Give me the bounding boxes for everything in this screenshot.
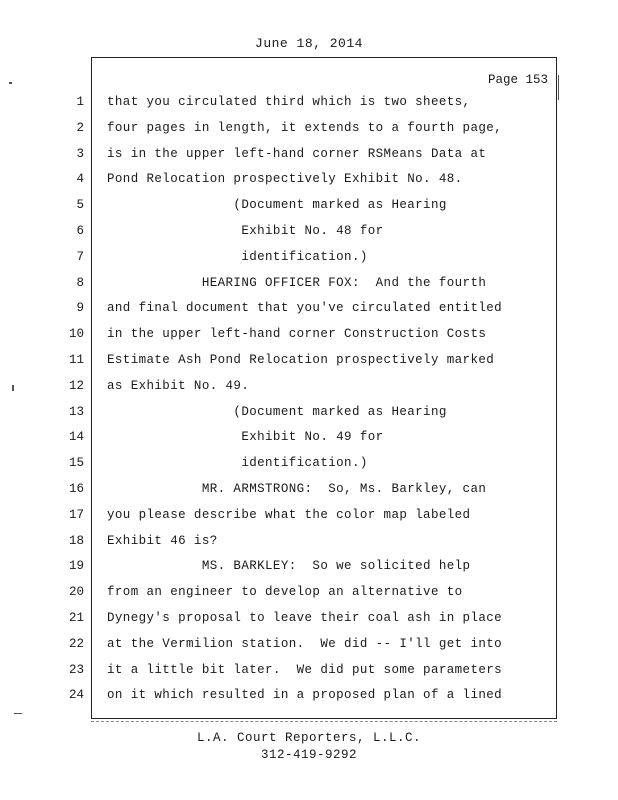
- line-number: 13: [68, 404, 84, 419]
- transcript-line: MS. BARKLEY: So we solicited help: [107, 559, 471, 574]
- footer: [0, 730, 618, 764]
- transcript-line: at the Vermilion station. We did -- I'll get into: [107, 636, 503, 651]
- transcript-date: June 18, 2014: [255, 36, 363, 51]
- transcript-line: Pond Relocation prospectively Exhibit No. 48.: [107, 172, 463, 187]
- line-number: 7: [76, 249, 84, 264]
- line-number: 14: [68, 430, 84, 445]
- line-number: 8: [76, 275, 84, 290]
- transcript-line: Dynegy's proposal to leave their coal ash in place: [107, 611, 503, 625]
- line-number: 10: [68, 327, 84, 342]
- transcript-line: MR. ARMSTRONG: So, Ms. Barkley, can: [107, 482, 487, 496]
- line-number: 11: [68, 353, 84, 367]
- line-number: 1: [76, 95, 84, 109]
- line-number: 24: [68, 688, 84, 703]
- transcript-line: from an engineer to develop an alternative to: [107, 585, 463, 600]
- transcript-line: identification.): [107, 456, 368, 471]
- line-number: 20: [68, 585, 84, 600]
- scan-speck: [9, 82, 12, 84]
- line-number: 15: [68, 456, 84, 471]
- transcript-line: Exhibit 46 is?: [107, 533, 218, 548]
- line-number: 23: [68, 662, 84, 677]
- transcript-line: it a little bit later. We did put some parameters: [107, 662, 503, 677]
- transcript-line: on it which resulted in a proposed plan of a lined: [107, 688, 503, 703]
- line-number: 4: [76, 172, 84, 187]
- transcript-line: that you circulated third which is two sheets,: [107, 95, 471, 109]
- line-number: 9: [76, 301, 84, 316]
- footer-company: L.A. Court Reporters, L.L.C.: [196, 731, 422, 745]
- transcript-line: Exhibit No. 48 for: [107, 224, 384, 238]
- transcript-line: is in the upper left-hand corner RSMeans Data at: [107, 146, 487, 161]
- transcript-line: (Document marked as Hearing: [107, 404, 447, 419]
- transcript-line: identification.): [107, 249, 368, 264]
- footer-phone: 312-419-9292: [260, 748, 357, 762]
- scan-speck: [14, 713, 22, 714]
- line-number: 12: [68, 378, 84, 393]
- line-number: 19: [68, 559, 84, 574]
- line-number: 3: [76, 146, 84, 161]
- line-number: 21: [68, 611, 84, 625]
- transcript-line: as Exhibit No. 49.: [107, 378, 250, 393]
- transcript-line: HEARING OFFICER FOX: And the fourth: [107, 275, 487, 290]
- scan-speck: [558, 75, 559, 100]
- line-number: 6: [76, 224, 84, 238]
- line-number: 18: [68, 533, 84, 548]
- transcript-line: (Document marked as Hearing: [107, 198, 447, 213]
- transcript-line: four pages in length, it extends to a fourth page,: [107, 120, 503, 135]
- transcript-line: Estimate Ash Pond Relocation prospectively marked: [107, 353, 495, 367]
- line-number: 22: [68, 636, 84, 651]
- line-number: 5: [76, 198, 84, 213]
- transcript-line: in the upper left-hand corner Construction Costs: [107, 327, 487, 342]
- page-number: Page 153: [487, 73, 548, 87]
- line-number: 16: [68, 482, 84, 496]
- page-bottom-rule: [91, 721, 557, 722]
- line-number: 2: [76, 120, 84, 135]
- transcript-line: you please describe what the color map labeled: [107, 507, 471, 522]
- line-number: 17: [68, 507, 84, 522]
- scan-speck: [12, 385, 14, 391]
- transcript-line: Exhibit No. 49 for: [107, 430, 384, 445]
- transcript-line: and final document that you've circulated entitled: [107, 301, 503, 316]
